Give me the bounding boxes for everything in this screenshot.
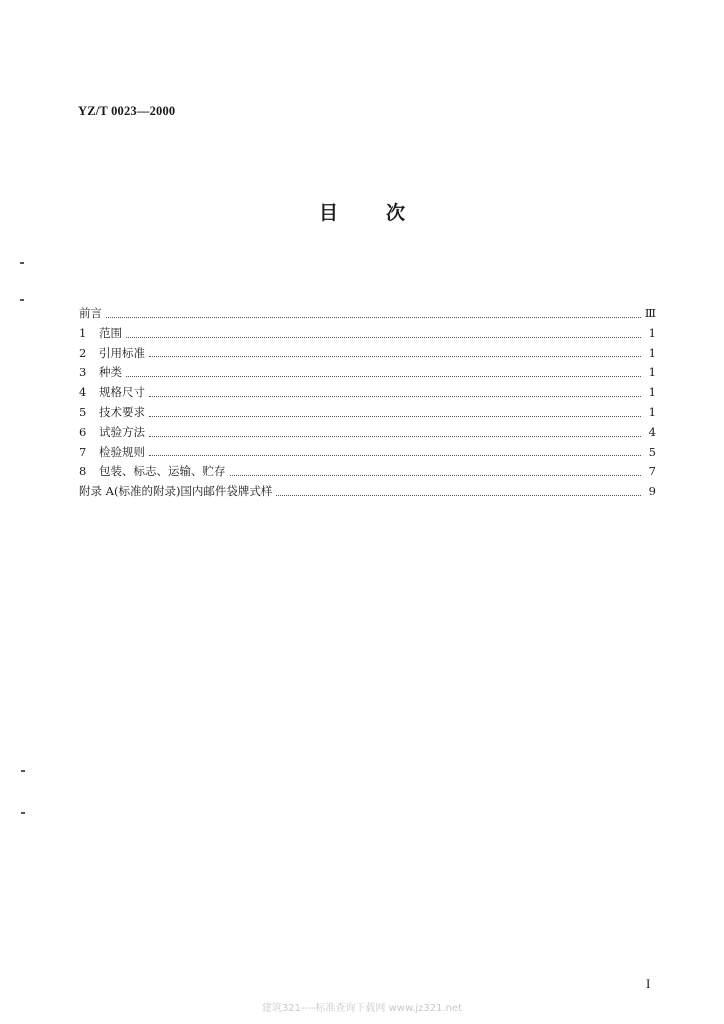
table-of-contents — [79, 304, 656, 502]
toc-title — [0, 198, 724, 225]
toc-entry-page: 1 — [648, 345, 656, 360]
scan-speck — [20, 299, 24, 301]
toc-title-part1: 目 — [318, 202, 338, 224]
toc-entry-page: 1 — [648, 385, 656, 400]
toc-entry-text: 种类 — [99, 365, 122, 380]
toc-entry-references[interactable] — [79, 344, 656, 364]
toc-entry-text: 附录 A(标准的附录)国内邮件袋牌式样 — [79, 484, 273, 499]
toc-entry-page: 1 — [648, 404, 656, 419]
toc-entry-text: 试验方法 — [99, 424, 145, 439]
toc-entry-requirements[interactable] — [79, 403, 656, 423]
toc-entry-text: 包装、标志、运输、贮存 — [99, 464, 226, 479]
toc-leader-dots — [276, 495, 641, 496]
toc-entry-number: 1 — [79, 325, 87, 340]
toc-entry-scope[interactable] — [79, 324, 656, 344]
toc-entry-test-methods[interactable] — [79, 423, 656, 443]
toc-entry-page: 7 — [648, 464, 656, 479]
toc-leader-dots — [126, 337, 641, 338]
toc-leader-dots — [106, 317, 641, 318]
toc-leader-dots — [149, 416, 641, 417]
toc-entry-appendix-a[interactable] — [79, 482, 656, 502]
toc-entry-text: 技术要求 — [99, 404, 145, 419]
toc-title-part2: 次 — [386, 202, 406, 224]
toc-entry-text: 规格尺寸 — [99, 385, 145, 400]
toc-leader-dots — [149, 356, 641, 357]
toc-entry-page: 5 — [648, 444, 656, 459]
page-number: I — [646, 976, 651, 991]
toc-leader-dots — [230, 475, 642, 476]
toc-entry-dimensions[interactable] — [79, 383, 656, 403]
toc-entry-page: 1 — [648, 365, 656, 380]
scan-speck — [21, 770, 25, 772]
document-code: YZ/T 0023—2000 — [78, 104, 176, 118]
toc-entry-number: 4 — [79, 385, 87, 400]
toc-leader-dots — [126, 376, 641, 377]
toc-leader-dots — [149, 455, 641, 456]
toc-entry-text: 范围 — [99, 325, 122, 340]
toc-entry-page: 4 — [648, 424, 656, 439]
toc-entry-foreword[interactable] — [79, 304, 656, 324]
toc-entry-page: 9 — [648, 484, 656, 499]
toc-leader-dots — [149, 396, 641, 397]
toc-entry-page: Ⅲ — [644, 306, 656, 320]
toc-entry-text: 前言 — [79, 306, 102, 320]
toc-entry-inspection[interactable] — [79, 443, 656, 463]
scan-speck — [21, 812, 25, 814]
toc-entry-number: 3 — [79, 365, 87, 380]
watermark-footer: 建筑321----标准查询下载网 www.jz321.net — [261, 1003, 463, 1014]
toc-entry-number: 6 — [79, 424, 87, 439]
scan-speck — [20, 262, 24, 264]
toc-entry-text: 检验规则 — [99, 444, 145, 459]
toc-entry-number: 8 — [79, 464, 87, 479]
toc-entry-types[interactable] — [79, 363, 656, 383]
toc-entry-number: 2 — [79, 345, 87, 360]
toc-entry-text: 引用标准 — [99, 345, 145, 360]
toc-entry-number: 7 — [79, 444, 87, 459]
toc-entry-packaging[interactable] — [79, 462, 656, 482]
toc-leader-dots — [149, 436, 641, 437]
toc-entry-page: 1 — [648, 325, 656, 340]
toc-entry-number: 5 — [79, 404, 87, 419]
